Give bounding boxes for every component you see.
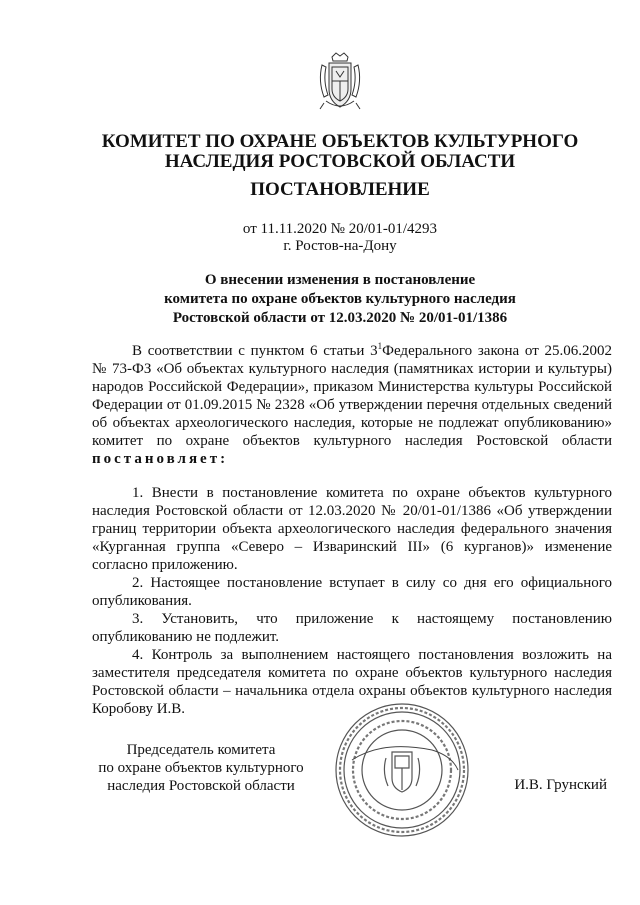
signatory-name: И.В. Грунский bbox=[514, 777, 607, 793]
preamble-paragraph bbox=[92, 337, 612, 468]
document-type: ПОСТАНОВЛЕНИЕ bbox=[250, 179, 430, 200]
preamble bbox=[92, 337, 612, 468]
decree-word: постановляет: bbox=[92, 451, 229, 467]
preamble-text-2: Федерального закона от 25.06.2002 № 73-ФЗ «Об объектах культурного наследия (памятниках истории и культуры) народов Российской Федерации», приказом Министерства культуры Российской Федерации от 01.09.2015 № 2328 «Об утверждении перечня отдельных сведений об объектах археологического наследия, которые не подлежат опубликованию» комитет по охране объектов культурного наследия Ростовской области bbox=[92, 343, 612, 449]
resolution-item-3: 3. Установить, что приложение к настоящему постановлению опубликованию не подлежит. bbox=[92, 611, 612, 645]
signatory-title-line-3: наследия Ростовской области bbox=[107, 778, 295, 794]
subject-line-2: комитета по охране объектов культурного наследия bbox=[164, 291, 516, 307]
signatory-title-line-2: по охране объектов культурного bbox=[98, 760, 304, 776]
resolution-item-4: 4. Контроль за выполнением настоящего постановления возложить на заместителя председателя комитета по охране объектов культурного наследия Ростовской области – начальника отдела охраны объектов культурного наследия Коробову И.В. bbox=[92, 647, 612, 717]
document-subject bbox=[110, 271, 570, 328]
resolution-item-1: 1. Внести в постановление комитета по охране объектов культурного наследия Ростовской области от 12.03.2020 № 20/01-01/1386 «Об утверждении границ территории объекта археологического наследия федерального значения «Курганная группа «Северо – Изваринский III» (6 курганов)» изменение согласно приложению. bbox=[92, 485, 612, 573]
resolution-item-2: 2. Настоящее постановление вступает в силу со дня его официального опубликования. bbox=[92, 575, 612, 609]
org-name-line-1: КОМИТЕТ ПО ОХРАНЕ ОБЪЕКТОВ КУЛЬТУРНОГО bbox=[101, 131, 579, 152]
org-name-line-2: НАСЛЕДИЯ РОСТОВСКОЙ ОБЛАСТИ bbox=[164, 151, 516, 172]
official-seal-icon bbox=[332, 700, 472, 840]
preamble-superscript: 1 bbox=[377, 341, 383, 351]
document-city: г. Ростов-на-Дону bbox=[283, 238, 397, 254]
signatory-title-line-1: Председатель комитета bbox=[126, 742, 276, 758]
resolution-items bbox=[92, 484, 612, 718]
subject-line-1: О внесении изменения в постановление bbox=[204, 272, 476, 288]
document-date-number: от 11.11.2020 № 20/01-01/4293 bbox=[242, 221, 438, 237]
coat-of-arms-icon bbox=[314, 51, 366, 113]
subject-line-3: Ростовской области от 12.03.2020 № 20/01-01/1386 bbox=[172, 310, 508, 326]
signatory-title bbox=[86, 741, 316, 795]
preamble-text-1: В соответствии с пунктом 6 статьи 3 bbox=[132, 343, 378, 359]
